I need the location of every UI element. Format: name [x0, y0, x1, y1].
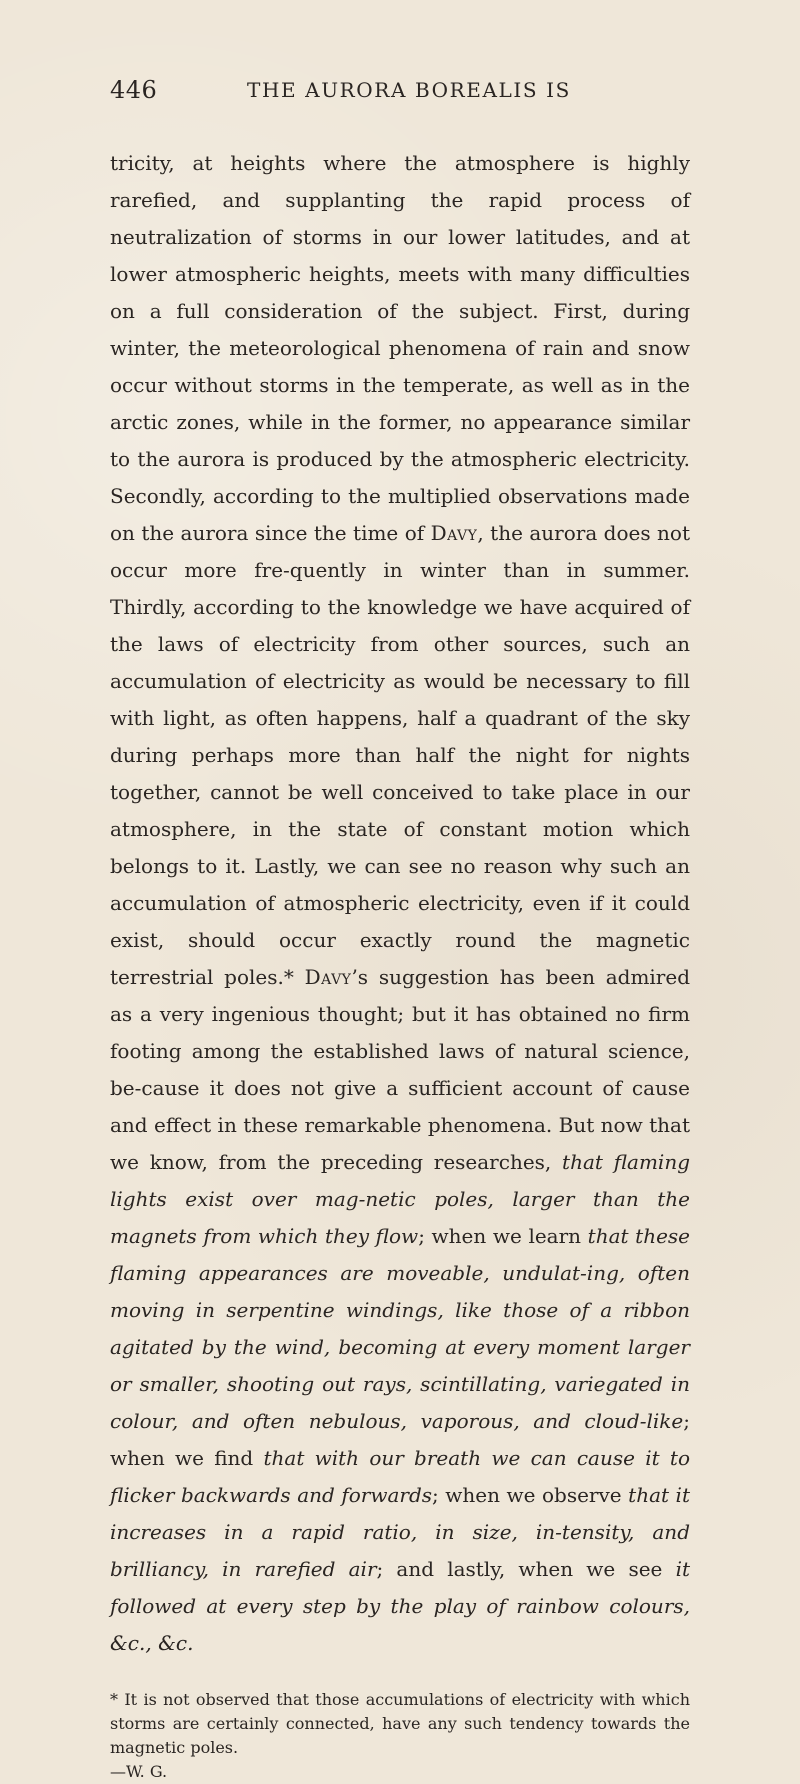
footnote-text: * It is not observed that those accumulations of electricity with which storms are certainly connected, have any such tendency towards the magnetic poles. — [110, 1690, 690, 1757]
italic-text-2: that these flaming appearances are moveable, undulat-ing, often moving in serpentine windings, like those of a ribbon agitated by the wind, becoming at every moment larger or smaller, shooting out rays, scintillating, variegated in colour, and often nebulous, vaporous, and cloud-like — [110, 1224, 691, 1433]
body-text-6: ; when we observe — [432, 1483, 629, 1507]
body-text-4: ; when we learn — [418, 1224, 588, 1248]
page-header — [110, 78, 690, 112]
footnote-signature: —W. G. — [110, 1762, 168, 1781]
body-text-1: tricity, at heights where the atmosphere is highly rarefied, and supplanting the rapid process of neutralization of storms in our lower latitudes, and at lower atmospheric heights, meets with many difficulties on a full consideration of the subject. First, during winter, the meteorological phenomena of rain and snow occur without storms in the temperate, as well as in the arctic zones, while in the former, no appearance similar to the aurora is produced by the atmospheric electricity. Secondly, according to the multiplied observations made on the aurora since the time of — [110, 151, 690, 545]
footnote — [110, 1688, 690, 1784]
body-text-2: , the aurora does not occur more fre-quently in winter than in summer. Thirdly, according to the knowledge we have acquired of the laws of electricity from other sources, such an accumulation of electricity as would be necessary to fill with light, as often happens, half a quadrant of the sky during perhaps more than half the night for nights together, cannot be well conceived to take place in our atmosphere, in the state of constant motion which belongs to it. Lastly, we can see no reason why such an accumulation of atmospheric electricity, even if it could exist, should occur exactly round the magnetic terrestrial poles.* — [110, 521, 691, 989]
davy-name-2: Davy — [304, 965, 352, 989]
italic-text-1: that flaming lights exist over mag-netic poles, larger than the magnets from which they flow — [110, 1150, 690, 1248]
italic-text-4: that it increases in a rapid ratio, in size, in-tensity, and brilliancy, in rarefied air — [110, 1483, 690, 1581]
body-text-7: ; and lastly, when we see — [376, 1557, 676, 1581]
italic-text-3: that with our breath we can cause it to flicker backwards and forwards — [110, 1446, 690, 1507]
body-text-3: ’s suggestion has been admired as a very ingenious thought; but it has obtained no firm footing among the established laws of natural science, be-cause it does not give a sufficient account of cause and effect in these remarkable phenomena. But now that we know, from the preceding researches, — [110, 965, 690, 1174]
main-paragraph — [110, 145, 690, 1662]
running-title: THE AURORA BOREALIS IS — [247, 78, 571, 102]
body-text-5: ; when we find — [110, 1409, 690, 1470]
italic-text-5: it followed at every step by the play of rainbow colours, &c., &c. — [110, 1557, 690, 1655]
page-number: 446 — [110, 76, 158, 104]
page-content — [110, 145, 690, 1784]
davy-name-1: Davy — [430, 521, 478, 545]
